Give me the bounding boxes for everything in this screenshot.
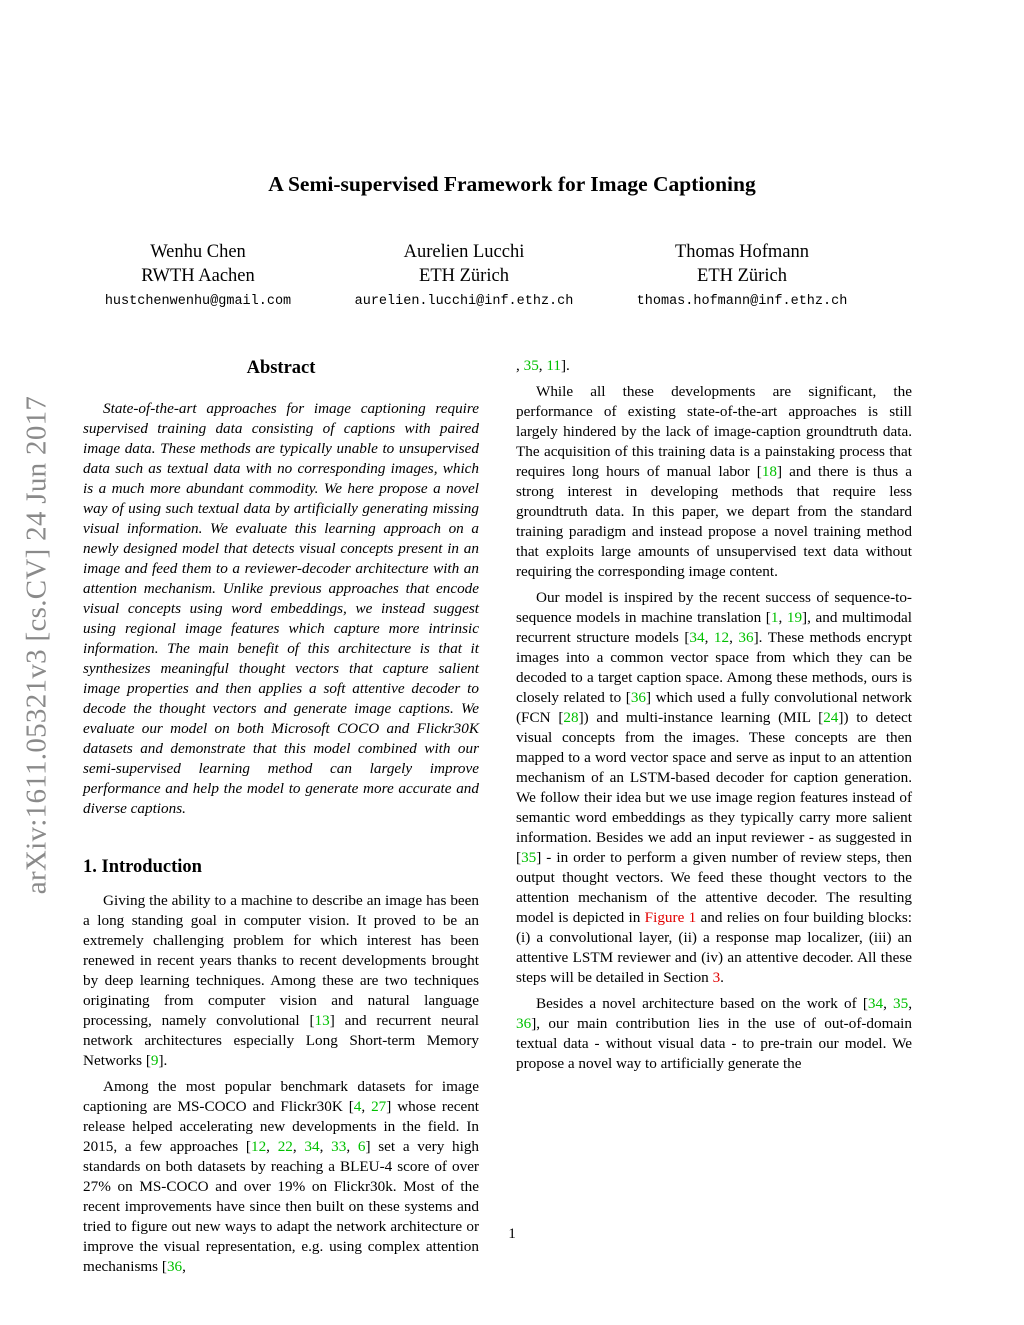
paragraph-text: While all these developments are significant, the performance of existing state-of-the-art approaches is still largely hindered by the lack of image-caption groundtruth data. The acquisition of this training data is a painstaking process that requires long hours of manual labor [ <box>516 383 912 480</box>
paragraph-text: ], and multimodal recurrent structure models [ <box>516 609 913 646</box>
intro-paragraph <box>516 382 912 582</box>
intro-paragraph <box>516 994 912 1074</box>
citation-link[interactable]: 9 <box>150 1052 159 1069</box>
citation-link[interactable]: 35 <box>523 357 539 374</box>
paragraph-text: ], our main contribution lies in the use of out-of-domain textual data - without visual data - to pre-train our model. We propose a novel way to artificially generate the <box>516 1015 912 1072</box>
paragraph-text: . <box>720 969 724 986</box>
paragraph-text: , <box>516 357 524 374</box>
paragraph-text: , <box>292 1138 305 1155</box>
author-1 <box>48 240 348 310</box>
citation-link[interactable]: 1 <box>770 609 779 626</box>
paragraph-text: , <box>704 629 714 646</box>
citation-link[interactable]: 34 <box>304 1138 320 1155</box>
citation-link[interactable]: 18 <box>761 463 778 480</box>
author-email[interactable]: hustchenwenhu@gmail.com <box>104 294 292 309</box>
paragraph-text: and relies on four building blocks: (i) a convolutional layer, (ii) a response map localizer, (iii) an attentive LSTM reviewer and (iv) an attentive decoder. All these steps will be detailed in Section <box>516 909 912 986</box>
author-name: Thomas Hofmann <box>674 242 810 262</box>
paragraph-text: , <box>883 995 894 1012</box>
paragraph-text: ]) to detect visual concepts from the images. These concepts are then mapped to a word vector space and serve as input to an attention mechanism of an LSTM-based decoder for caption generation. We follow their idea but we use image region features instead of semantic word embeddings as they typically carry more salient information. Besides we add an input reviewer - as suggested in [ <box>516 709 912 866</box>
paragraph-text: , <box>319 1138 332 1155</box>
introduction-heading: 1. Introduction <box>83 857 202 877</box>
paragraph-text: ]. <box>561 357 570 374</box>
citation-link[interactable]: 36 <box>630 689 647 706</box>
paragraph-text: ]) and multi-instance learning (MIL [ <box>578 709 824 726</box>
paragraph-text: , <box>361 1098 372 1115</box>
paragraph-text: , <box>908 995 912 1012</box>
cross-reference-link[interactable]: Figure 1 <box>644 909 697 926</box>
intro-paragraph <box>516 588 912 988</box>
author-name: Wenhu Chen <box>150 242 246 262</box>
intro-paragraph <box>83 891 479 1071</box>
paragraph-text: Giving the ability to a machine to describe an image has been a long standing goal in computer vision. It proved to be an extremely challenging problem for which interest has been renewed in recent years thanks to recent developments brought by deep learning techniques. Among these are two techniques originating from computer vision and natural language processing, namely convolutional [ <box>83 892 479 1029</box>
citation-link[interactable]: 13 <box>314 1012 330 1029</box>
paragraph-text: ] and recurrent neural network architectures especially Long Short-term Memory Networks [ <box>83 1012 479 1069</box>
citation-link[interactable]: 11 <box>546 357 561 374</box>
intro-paragraph-continued <box>516 356 912 376</box>
citation-link[interactable]: 22 <box>277 1138 293 1155</box>
citation-link[interactable]: 33 <box>331 1138 347 1155</box>
author-email[interactable]: thomas.hofmann@inf.ethz.ch <box>636 294 848 309</box>
paragraph-text: ] - in order to perform a given number of review steps, then output thought vectors. We feed these thought vectors to the attention mechanism of the attentive decoder. The resulting model is depicted in <box>516 849 912 926</box>
citation-link[interactable]: 36 <box>166 1258 183 1275</box>
author-affiliation: ETH Zürich <box>697 266 787 286</box>
paragraph-text: Among the most popular benchmark datasets for image captioning are MS-COCO and Flickr30K [ <box>83 1078 479 1115</box>
paragraph-text: , <box>182 1258 186 1275</box>
author-affiliation: RWTH Aachen <box>141 266 255 286</box>
paragraph-text: , <box>778 609 787 626</box>
paragraph-text: Our model is inspired by the recent success of sequence-to-sequence models in machine translation [ <box>516 589 912 626</box>
citation-link[interactable]: 36 <box>516 1015 532 1032</box>
citation-link[interactable]: 24 <box>823 709 839 726</box>
citation-link[interactable]: 35 <box>521 849 537 866</box>
citation-link[interactable]: 34 <box>867 995 884 1012</box>
paragraph-text: ] set a very high standards on both datasets by reaching a BLEU-4 score of over 27% on MS-COCO and over 19% on Flickr30k. Most of the recent improvements have since then built on these systems and tried to figure out new ways to adapt the network architecture or improve the visual representation, e.g. using complex attention mechanisms [ <box>83 1138 480 1275</box>
paragraph-text: , <box>538 357 547 374</box>
paragraph-text: ] and there is thus a strong interest in developing methods that require less groundtruth data. In this paper, we depart from the standard training paradigm and instead propose a novel training method that exploits large amounts of unsupervised text data without requiring the corresponding image content. <box>516 463 912 580</box>
paragraph-text: ] which used a fully convolutional network (FCN [ <box>516 689 912 726</box>
author-3 <box>592 240 892 310</box>
intro-paragraph <box>83 1077 479 1277</box>
paragraph-text: , <box>729 629 739 646</box>
abstract-text: State-of-the-art approaches for image captioning require supervised training data consisting of captions with paired image data. These methods are typically unable to unsupervised data such as textual data with no corresponding images, which is a much more abundant commodity. We here propose a novel way of using such textual data by artificially generating missing visual information. We evaluate this learning approach on a newly designed model that detects visual concepts present in an image and feed them to a reviewer-decoder architecture with an attention mechanism. Unlike previous approaches that encode visual concepts using word embeddings, we instead suggest using regional image features which capture more intrinsic information. The main benefit of this architecture is that it synthesizes meaningful thought vectors that capture salient image properties and then applies a soft attentive decoder to decode the thought vectors and generate image captions. We evaluate our model on both Microsoft COCO and Flickr30K datasets and demonstrate that this model combined with our semi-supervised learning method can largely improve performance and help the model to generate more accurate and diverse captions. <box>83 400 479 817</box>
citation-link[interactable]: 34 <box>689 629 705 646</box>
citation-link[interactable]: 27 <box>371 1098 387 1115</box>
cross-reference-link[interactable]: 3 <box>712 969 721 986</box>
paragraph-text: ]. These methods encrypt images into a common vector space from which they can be decoded to a target caption space. Among these methods, ours is closely related to [ <box>516 629 912 706</box>
paragraph-text: ]. <box>158 1052 168 1069</box>
arxiv-stamp: arXiv:1611.05321v3 [cs.CV] 24 Jun 2017 <box>20 395 53 895</box>
citation-link[interactable]: 6 <box>357 1138 366 1155</box>
citation-link[interactable]: 12 <box>713 629 730 646</box>
author-name: Aurelien Lucchi <box>403 242 525 262</box>
author-email[interactable]: aurelien.lucchi@inf.ethz.ch <box>354 294 574 309</box>
paragraph-text: Besides a novel architecture based on the work of [ <box>536 995 868 1012</box>
citation-link[interactable]: 19 <box>786 609 803 626</box>
citation-link[interactable]: 28 <box>563 709 579 726</box>
left-column <box>83 356 479 1283</box>
citation-link[interactable]: 35 <box>893 995 909 1012</box>
paper-title: A Semi-supervised Framework for Image Captioning <box>268 172 756 196</box>
author-2 <box>314 240 614 310</box>
citation-link[interactable]: 4 <box>353 1098 362 1115</box>
citation-link[interactable]: 36 <box>738 629 754 646</box>
paragraph-text: , <box>266 1138 278 1155</box>
paragraph-text: ] whose recent release helped accelerating new developments in the field. In 2015, a few approaches [ <box>83 1098 480 1155</box>
citation-link[interactable]: 12 <box>250 1138 267 1155</box>
author-affiliation: ETH Zürich <box>419 266 509 286</box>
paragraph-text: , <box>346 1138 358 1155</box>
right-column <box>516 356 912 1080</box>
page-number: 1 <box>508 1225 516 1242</box>
abstract-heading: Abstract <box>246 358 316 378</box>
